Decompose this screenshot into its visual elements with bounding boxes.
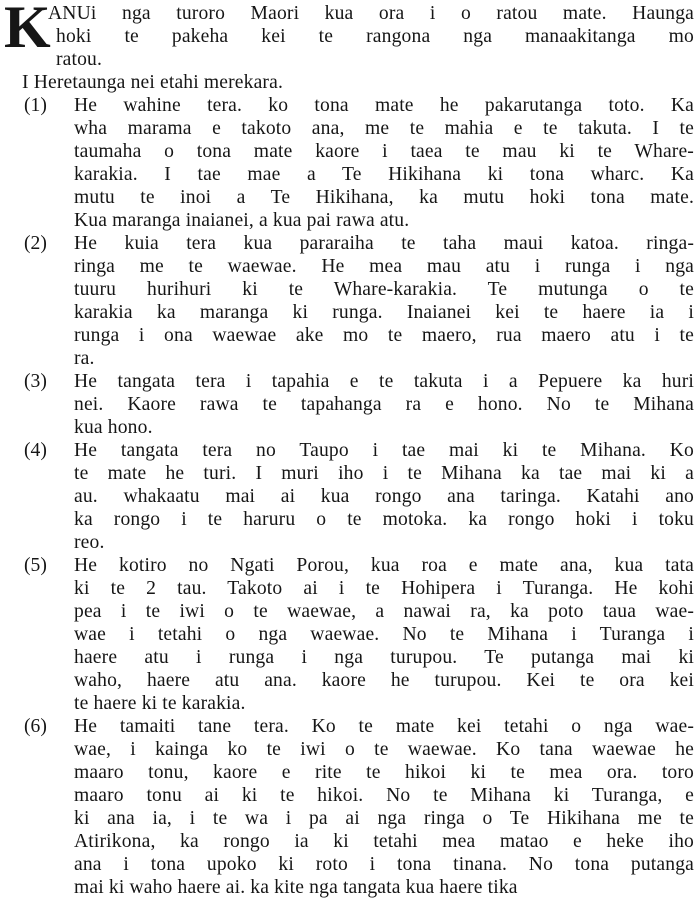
- paragraph-line: ki te 2 tau. Takoto ai i te Hohipera i Turanga. He kohi: [74, 578, 694, 599]
- paragraph-number: (6): [24, 716, 47, 737]
- paragraph-line: waho, haere atu ana. kaore he turupou. Kei te ora kei: [74, 670, 694, 691]
- numbered-paragraph: [4, 715, 694, 899]
- paragraph-line: maaro tonu ai ki te hikoi. No te Mihana ki Turanga, e: [74, 785, 694, 806]
- paragraph-line: Kua maranga inaianei, a kua pai rawa atu.: [74, 210, 410, 231]
- paragraph-line: He tamaiti tane tera. Ko te mate kei tetahi o nga wae-: [74, 716, 694, 737]
- paragraph-line: He wahine tera. ko tona mate he pakarutanga toto. Ka: [74, 95, 694, 116]
- numbered-paragraph: [4, 439, 694, 554]
- paragraph-line: wha marama e takoto ana, me te mahia e te takuta. I te: [74, 118, 694, 139]
- paragraph-line: He kuia tera kua pararaiha te taha maui katoa. ringa-: [74, 233, 694, 254]
- paragraph-line: He kotiro no Ngati Porou, kua roa e mate ana, kua tata: [74, 555, 694, 576]
- paragraph-line: kua hono.: [74, 417, 153, 438]
- paragraph-line: He tangata tera no Taupo i tae mai ki te Mihana. Ko: [74, 440, 694, 461]
- paragraph-line: reo.: [74, 532, 105, 553]
- paragraph-line: maaro tonu, kaore e rite te hikoi ki te mea ora. toro: [74, 762, 694, 783]
- paragraph-line: nei. Kaore rawa te tapahanga ra e hono. No te Mihana: [74, 394, 694, 415]
- paragraph-line: karakia. I tae mae a Te Hikihana ki tona wharc. Ka: [74, 164, 694, 185]
- opening-line: I Heretaunga nei etahi merekara.: [22, 72, 284, 93]
- intro-line: ratou.: [56, 49, 103, 70]
- paragraph-line: te mate he turi. I muri iho i te Mihana ka tae mai ki a: [74, 463, 694, 484]
- paragraph-number: (4): [24, 440, 47, 461]
- paragraph-line: wae i tetahi o nga waewae. No te Mihana i Turanga i: [74, 624, 694, 645]
- paragraph-line: ka rongo i te haruru o te motoka. ka rongo hoki i toku: [74, 509, 694, 530]
- paragraph-line: taumaha o tona mate kaore i taea te mau ki te Whare-: [74, 141, 694, 162]
- paragraph-line: wae, i kainga ko te iwi o te waewae. Ko tana waewae he: [74, 739, 694, 760]
- paragraph-line: mutu te inoi a Te Hikihana, ka mutu hoki tona mate.: [74, 187, 694, 208]
- paragraph-line: Atirikona, ka rongo ia ki tetahi mea matao e heke iho: [74, 831, 694, 852]
- numbered-paragraph: [4, 370, 694, 439]
- numbered-paragraphs: [4, 94, 694, 899]
- paragraph-line: mai ki waho haere ai. ka kite nga tangata kua haere tika: [74, 877, 518, 898]
- intro-paragraph: [4, 2, 694, 71]
- paragraph-line: pea i te iwi o te waewae, a nawai ra, ka poto taua wae-: [74, 601, 694, 622]
- paragraph-number: (2): [24, 233, 47, 254]
- intro-line: ANUi nga turoro Maori kua ora i o ratou mate. Haunga: [48, 3, 694, 24]
- paragraph-line: karakia ka maranga ki runga. Inaianei kei te haere ia i: [74, 302, 694, 323]
- paragraph-line: He tangata tera i tapahia e te takuta i a Pepuere ka huri: [74, 371, 694, 392]
- numbered-paragraph: [4, 94, 694, 232]
- paragraph-line: tuuru hurihuri ki te Whare-karakia. Te mutunga o te: [74, 279, 694, 300]
- paragraph-number: (3): [24, 371, 47, 392]
- numbered-paragraph: [4, 232, 694, 370]
- paragraph-line: te haere ki te karakia.: [74, 693, 246, 714]
- paragraph-line: runga i ona waewae ake mo te maero, rua maero atu i te: [74, 325, 694, 346]
- paragraph-line: ki ana ia, i te wa i pa ai nga ringa o Te Hikihana me te: [74, 808, 694, 829]
- paragraph-number: (1): [24, 95, 47, 116]
- paragraph-line: ra.: [74, 348, 95, 369]
- intro-line: hoki te pakeha kei te rangona nga manaakitanga mo: [56, 26, 694, 47]
- paragraph-line: ringa me te waewae. He mea mau atu i runga i nga: [74, 256, 694, 277]
- drop-cap-letter: K: [4, 0, 51, 60]
- paragraph-line: ana i tona upoko ki roto i tona tinana. No tona putanga: [74, 854, 694, 875]
- numbered-paragraph: [4, 554, 694, 715]
- paragraph-line: au. whakaatu mai ai kua rongo ana taringa. Katahi ano: [74, 486, 694, 507]
- paragraph-number: (5): [24, 555, 47, 576]
- paragraph-line: haere atu i runga i nga turupou. Te putanga mai ki: [74, 647, 694, 668]
